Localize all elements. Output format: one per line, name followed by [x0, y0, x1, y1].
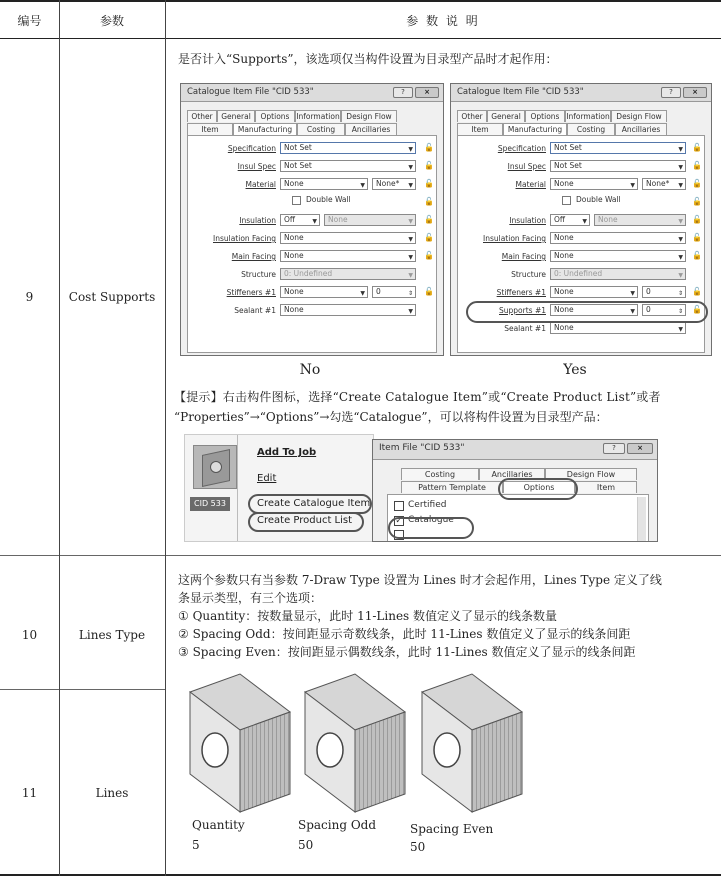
- structure-select: 0: Undefined ▼: [280, 268, 416, 280]
- sealant-select[interactable]: None ▼: [550, 322, 686, 334]
- field-label: Insul Spec: [237, 162, 276, 171]
- tab-item[interactable]: Item: [457, 123, 503, 135]
- insul-spec-select[interactable]: Not Set ▼: [550, 160, 686, 172]
- lock-icon[interactable]: 🔓: [424, 161, 434, 170]
- item-file-title-bar: [373, 440, 657, 460]
- plate-label-spacing-even: Spacing Even: [410, 822, 494, 836]
- tab-costing[interactable]: Costing: [401, 468, 479, 480]
- dialog-title: Catalogue Item File "CID 533": [187, 87, 314, 97]
- hole-shape: [210, 461, 222, 473]
- field-main-facing: [188, 250, 276, 263]
- tab-costing[interactable]: Costing: [567, 123, 615, 135]
- tab-general[interactable]: General: [217, 110, 255, 122]
- component-thumbnail[interactable]: [193, 445, 237, 489]
- row9-description: 是否计入“Supports”，该选项仅当构件设置为目录型产品时才起作用：: [178, 52, 558, 66]
- structure-select: 0: Undefined ▼: [550, 268, 686, 280]
- field-label: Structure: [241, 270, 276, 279]
- tab-manufacturing[interactable]: Manufacturing: [233, 123, 297, 135]
- plate-value-spacing-odd: 50: [298, 838, 314, 852]
- catalogue-checkbox[interactable]: ✓: [395, 516, 403, 526]
- manufacturing-panel: [187, 135, 437, 353]
- insulation-select[interactable]: Off ▼: [550, 214, 590, 226]
- menu-gutter: [237, 435, 238, 542]
- insulation-type-select: None ▼: [324, 214, 416, 226]
- item-file-title: Item File "CID 533": [379, 443, 465, 453]
- certified-label: Certified: [408, 500, 447, 510]
- row11-number: 11: [21, 786, 38, 800]
- field-material: [458, 178, 546, 191]
- field-label: Structure: [511, 270, 546, 279]
- field-label: Specification: [227, 144, 276, 153]
- field-specification: [188, 142, 276, 155]
- insulation-facing-select[interactable]: None ▼: [280, 232, 416, 244]
- row9-number: 9: [25, 290, 34, 304]
- header-param: 参数: [99, 14, 124, 28]
- tip-line-2: “Properties”→“Options”→勾选“Catalogue”，可以将构件设置为目录型产品：: [174, 410, 608, 424]
- field-label: Material: [515, 180, 546, 189]
- row10-number: 10: [21, 628, 38, 642]
- material-gauge-select[interactable]: None* ▼: [372, 178, 416, 190]
- plate-value-quantity: 5: [192, 838, 200, 852]
- field-label: Material: [245, 180, 276, 189]
- field-label: Insulation Facing: [483, 234, 546, 243]
- field-label: Insul Spec: [507, 162, 546, 171]
- plate-value-spacing-even: 50: [410, 840, 426, 854]
- supports-spinner[interactable]: 0 ⇕: [642, 304, 686, 316]
- header-rule: [0, 38, 721, 39]
- tab-ancillaries[interactable]: Ancillaries: [345, 123, 397, 135]
- menu-add-to-job[interactable]: Add To Job: [257, 447, 317, 458]
- certified-checkbox[interactable]: [394, 501, 404, 511]
- tab-ancillaries[interactable]: Ancillaries: [615, 123, 667, 135]
- row10-desc-line-4: ② Spacing Odd：按间距显示奇数线条，此时 11-Lines 数值定义了显示的线条间距: [178, 627, 631, 641]
- catalogue-item-highlight: [248, 494, 372, 514]
- lock-icon[interactable]: 🔓: [424, 215, 434, 224]
- lock-icon[interactable]: 🔓: [424, 197, 434, 206]
- plate-quantity: [190, 674, 290, 812]
- catalogue-label: Catalogue: [408, 515, 454, 525]
- stiffeners-spinner[interactable]: 0 ⇕: [642, 286, 686, 298]
- field-label: Stiffeners #1: [226, 288, 276, 297]
- caption-no: No: [299, 362, 321, 378]
- material-gauge-select[interactable]: None* ▼: [642, 178, 686, 190]
- main-facing-select[interactable]: None ▼: [280, 250, 416, 262]
- lock-icon[interactable]: 🔓: [692, 305, 702, 314]
- help-button[interactable]: ?: [661, 87, 681, 98]
- insulation-select[interactable]: Off ▼: [280, 214, 320, 226]
- component-label: CID 533: [190, 497, 230, 511]
- tab-manufacturing[interactable]: Manufacturing: [503, 123, 567, 135]
- field-structure: [188, 268, 276, 281]
- tab-row-top: [457, 110, 667, 122]
- lock-icon[interactable]: 🔓: [424, 179, 434, 188]
- header-desc: 参 数 说 明: [406, 14, 480, 28]
- field-insulation-facing: [458, 232, 546, 245]
- field-specification: [458, 142, 546, 155]
- catalogue-highlight: [388, 517, 474, 539]
- stiffeners-select[interactable]: None ▼: [280, 286, 368, 298]
- lock-icon[interactable]: 🔓: [424, 287, 434, 296]
- specification-select[interactable]: Not Set ▼: [550, 142, 686, 154]
- double-wall-label: Double Wall: [306, 195, 351, 204]
- plates-illustration: [180, 672, 690, 822]
- row11-param: Lines: [95, 786, 129, 800]
- lock-icon[interactable]: 🔓: [692, 251, 702, 260]
- field-sealant: [188, 304, 276, 317]
- tab-general[interactable]: General: [487, 110, 525, 122]
- lock-icon[interactable]: 🔓: [424, 143, 434, 152]
- supports-select[interactable]: None ▼: [550, 304, 638, 316]
- menu-edit[interactable]: Edit: [257, 473, 277, 484]
- field-stiffeners: [458, 286, 546, 299]
- row10-desc-line-3: ① Quantity：按数量显示，此时 11-Lines 数值定义了显示的线条数量: [178, 609, 558, 623]
- tab-design-flow[interactable]: Design Flow: [611, 110, 667, 122]
- tab-options[interactable]: Options: [503, 481, 575, 493]
- field-material: [188, 178, 276, 191]
- tab-row-top: [187, 110, 397, 122]
- stiffeners-spinner[interactable]: 0 ⇕: [372, 286, 416, 298]
- scrollbar[interactable]: [637, 497, 646, 541]
- catalogue-dialog-no: [180, 83, 444, 356]
- plate-label-quantity: Quantity: [192, 818, 245, 832]
- tab-information[interactable]: Information: [296, 112, 340, 121]
- specification-select[interactable]: Not Set ▼: [280, 142, 416, 154]
- tab-costing[interactable]: Costing: [297, 123, 345, 135]
- field-stiffeners: [188, 286, 276, 299]
- tab-other[interactable]: Other: [187, 110, 217, 122]
- row10-desc-line-5: ③ Spacing Even：按间距显示偶数线条，此时 11-Lines 数值定义了显示的线条间距: [178, 645, 636, 659]
- tab-row-bottom: [187, 123, 397, 135]
- main-facing-select[interactable]: None ▼: [550, 250, 686, 262]
- tab-row-bottom: [457, 123, 667, 135]
- tab-item[interactable]: Item: [575, 481, 637, 493]
- close-button[interactable]: ×: [415, 87, 439, 98]
- dialog-title-bar: [451, 84, 711, 102]
- close-button[interactable]: ×: [627, 443, 653, 454]
- row10-param: Lines Type: [78, 628, 146, 642]
- supports-highlight-oval: [466, 301, 708, 323]
- tab-options[interactable]: Options: [255, 110, 295, 122]
- field-label: Stiffeners #1: [496, 288, 546, 297]
- plate-label-spacing-odd: Spacing Odd: [298, 818, 377, 832]
- lock-icon[interactable]: 🔓: [692, 197, 702, 206]
- row10-desc-line-1: 这两个参数只有当参数 7-Draw Type 设置为 Lines 时才会起作用，Lines Type 定义了线: [178, 573, 662, 587]
- field-label: Main Facing: [231, 252, 276, 261]
- tab-information[interactable]: Information: [566, 112, 610, 121]
- table-bottom-rule: [0, 874, 721, 876]
- tab-options[interactable]: Options: [525, 110, 565, 122]
- tab-other[interactable]: Other: [457, 110, 487, 122]
- field-insulation-facing: [188, 232, 276, 245]
- lock-icon[interactable]: 🔓: [692, 287, 702, 296]
- lock-icon[interactable]: 🔓: [424, 251, 434, 260]
- help-button[interactable]: ?: [603, 443, 625, 454]
- field-label: Supports #1: [499, 306, 546, 315]
- field-structure: [458, 268, 546, 281]
- insulation-facing-select[interactable]: None ▼: [550, 232, 686, 244]
- product-list-highlight: [248, 512, 364, 532]
- insul-spec-select[interactable]: Not Set ▼: [280, 160, 416, 172]
- sealant-select[interactable]: None ▼: [280, 304, 416, 316]
- stiffeners-select[interactable]: None ▼: [550, 286, 638, 298]
- lock-icon[interactable]: 🔓: [692, 143, 702, 152]
- dialog-title: Catalogue Item File "CID 533": [457, 87, 584, 97]
- field-main-facing: [458, 250, 546, 263]
- caption-yes: Yes: [563, 362, 587, 378]
- lock-icon[interactable]: 🔓: [424, 233, 434, 242]
- help-button[interactable]: ?: [393, 87, 413, 98]
- row10-desc-line-2: 条显示类型，有三个选项：: [178, 591, 323, 605]
- header-number: 编号: [17, 14, 42, 28]
- material-select[interactable]: None ▼: [550, 178, 638, 190]
- tip-line-1: 【提示】右击构件图标，选择“Create Catalogue Item”或“Create Product List”或者: [174, 390, 661, 404]
- field-label: Specification: [497, 144, 546, 153]
- row-rule-10: [0, 689, 165, 690]
- field-label: Insulation Facing: [213, 234, 276, 243]
- lock-icon[interactable]: 🔓: [692, 215, 702, 224]
- row-rule-9: [0, 555, 721, 556]
- field-label: Insulation: [509, 216, 546, 225]
- tab-item[interactable]: Item: [187, 123, 233, 135]
- field-label: Insulation: [239, 216, 276, 225]
- material-select[interactable]: None ▼: [280, 178, 368, 190]
- col-divider-2: [165, 0, 166, 876]
- double-wall-checkbox[interactable]: [562, 196, 571, 205]
- plate-spacing-even: [422, 674, 522, 812]
- insulation-type-select: None ▼: [594, 214, 686, 226]
- field-insul-spec: [458, 160, 546, 173]
- dialog-title-bar: [181, 84, 443, 102]
- menu-create-product-list[interactable]: Create Product List: [257, 515, 353, 526]
- options-tab-highlight: [498, 478, 578, 500]
- plate-spacing-odd: [305, 674, 405, 812]
- tab-design-flow[interactable]: Design Flow: [545, 468, 637, 480]
- row9-param: Cost Supports: [68, 290, 156, 304]
- tab-ancillaries[interactable]: Ancillaries: [479, 468, 545, 480]
- lock-icon[interactable]: 🔓: [692, 161, 702, 170]
- lock-icon[interactable]: 🔓: [692, 233, 702, 242]
- double-wall-checkbox[interactable]: [292, 196, 301, 205]
- lock-icon[interactable]: 🔓: [692, 179, 702, 188]
- field-insulation: [188, 214, 276, 227]
- double-wall-label: Double Wall: [576, 195, 621, 204]
- col-divider-1: [59, 0, 60, 876]
- field-insul-spec: [188, 160, 276, 173]
- field-label: Sealant #1: [504, 324, 546, 333]
- field-label: Main Facing: [501, 252, 546, 261]
- tab-pattern-template[interactable]: Pattern Template: [401, 481, 503, 493]
- tab-design-flow[interactable]: Design Flow: [341, 110, 397, 122]
- table-top-rule: [0, 0, 721, 2]
- field-insulation: [458, 214, 546, 227]
- field-label: Sealant #1: [234, 306, 276, 315]
- close-button[interactable]: ×: [683, 87, 707, 98]
- menu-create-catalogue-item[interactable]: Create Catalogue Item: [257, 498, 371, 509]
- field-sealant: [458, 322, 546, 335]
